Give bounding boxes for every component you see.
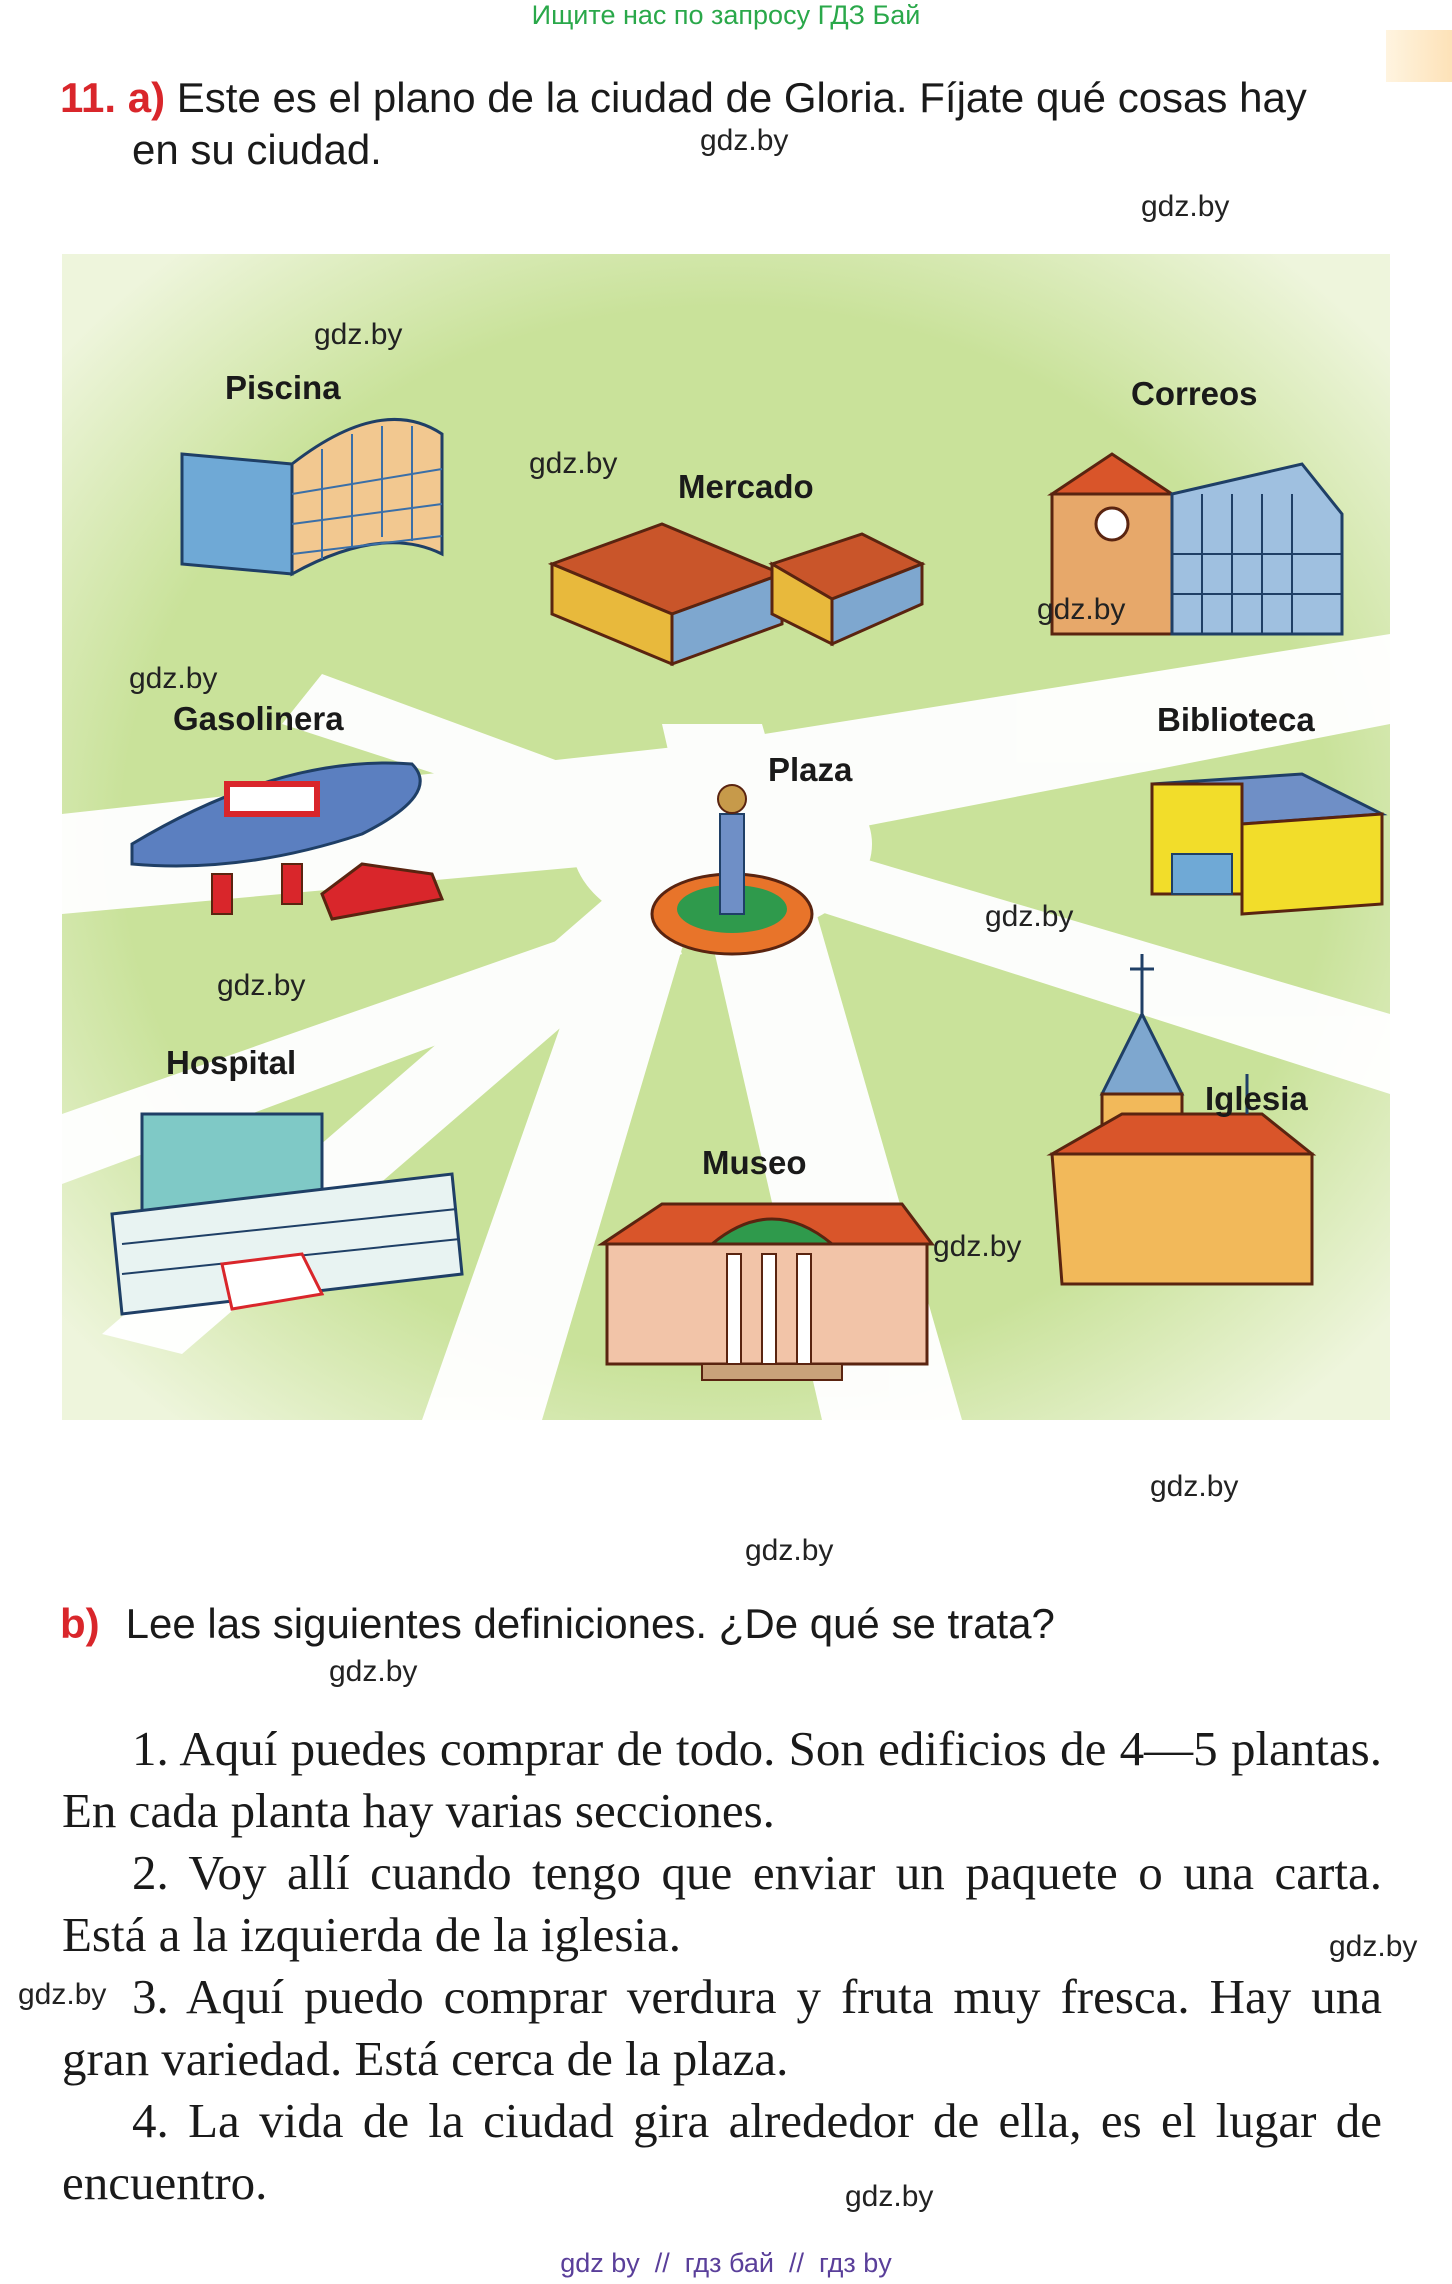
label-correos: Correos xyxy=(1131,375,1258,412)
exercise-number: 11. xyxy=(60,74,117,121)
watermark: gdz.by xyxy=(1037,593,1126,626)
watermark: gdz.by xyxy=(985,900,1074,933)
watermark: gdz.by xyxy=(314,318,403,351)
part-a-text-line1: Este es el plano de la ciudad de Gloria. Fíjate qué cosas hay xyxy=(176,74,1307,121)
label-gasolinera: Gasolinera xyxy=(173,700,344,737)
town-map-illustration xyxy=(62,254,1390,1420)
part-b-heading xyxy=(60,1600,1055,1648)
watermark: gdz.by xyxy=(1150,1470,1239,1503)
watermark: gdz.by xyxy=(129,662,218,695)
footer-links[interactable]: gdz by // гдз бай // гдз by xyxy=(560,2248,892,2278)
watermark: gdz.by xyxy=(1329,1930,1418,1963)
label-museo: Museo xyxy=(702,1144,807,1181)
top-banner[interactable]: Ищите нас по запросу ГДЗ Бай xyxy=(531,0,921,30)
label-iglesia: Iglesia xyxy=(1205,1080,1308,1117)
watermark: gdz.by xyxy=(329,1655,418,1688)
definition-2: 2. Voy allí cuando tengo que enviar un paquete o una carta. Está a la izquierda de la iglesia. xyxy=(62,1845,1382,1962)
label-hospital: Hospital xyxy=(166,1044,297,1081)
label-mercado: Mercado xyxy=(678,468,814,505)
definition-3: 3. Aquí puedo comprar verdura y fruta muy fresca. Hay una gran variedad. Está cerca de la plaza. xyxy=(62,1969,1382,2086)
watermark: gdz.by xyxy=(529,447,618,480)
watermark: gdz.by xyxy=(217,969,306,1002)
label-plaza: Plaza xyxy=(768,751,853,788)
label-biblioteca: Biblioteca xyxy=(1157,701,1315,738)
part-a-letter: a) xyxy=(127,74,166,121)
watermark: gdz.by xyxy=(700,124,789,157)
part-b-letter: b) xyxy=(60,1600,100,1647)
watermark: gdz.by xyxy=(845,2180,934,2213)
definition-1: 1. Aquí puedes comprar de todo. Son edificios de 4—5 plantas. En cada planta hay varias secciones. xyxy=(62,1721,1382,1838)
watermark: gdz.by xyxy=(933,1230,1022,1263)
definition-4: 4. La vida de la ciudad gira alrededor de ella, es el lugar de encuentro. xyxy=(62,2093,1382,2210)
watermark: gdz.by xyxy=(1141,190,1230,223)
label-piscina: Piscina xyxy=(225,369,341,406)
town-map xyxy=(62,254,1390,1420)
part-b-text: Lee las siguientes definiciones. ¿De qué se trata? xyxy=(125,1600,1055,1647)
watermark: gdz.by xyxy=(18,1978,107,2011)
part-a-text-line2: en su ciudad. xyxy=(132,126,382,173)
watermark: gdz.by xyxy=(745,1534,834,1567)
museo-building xyxy=(602,1204,932,1380)
